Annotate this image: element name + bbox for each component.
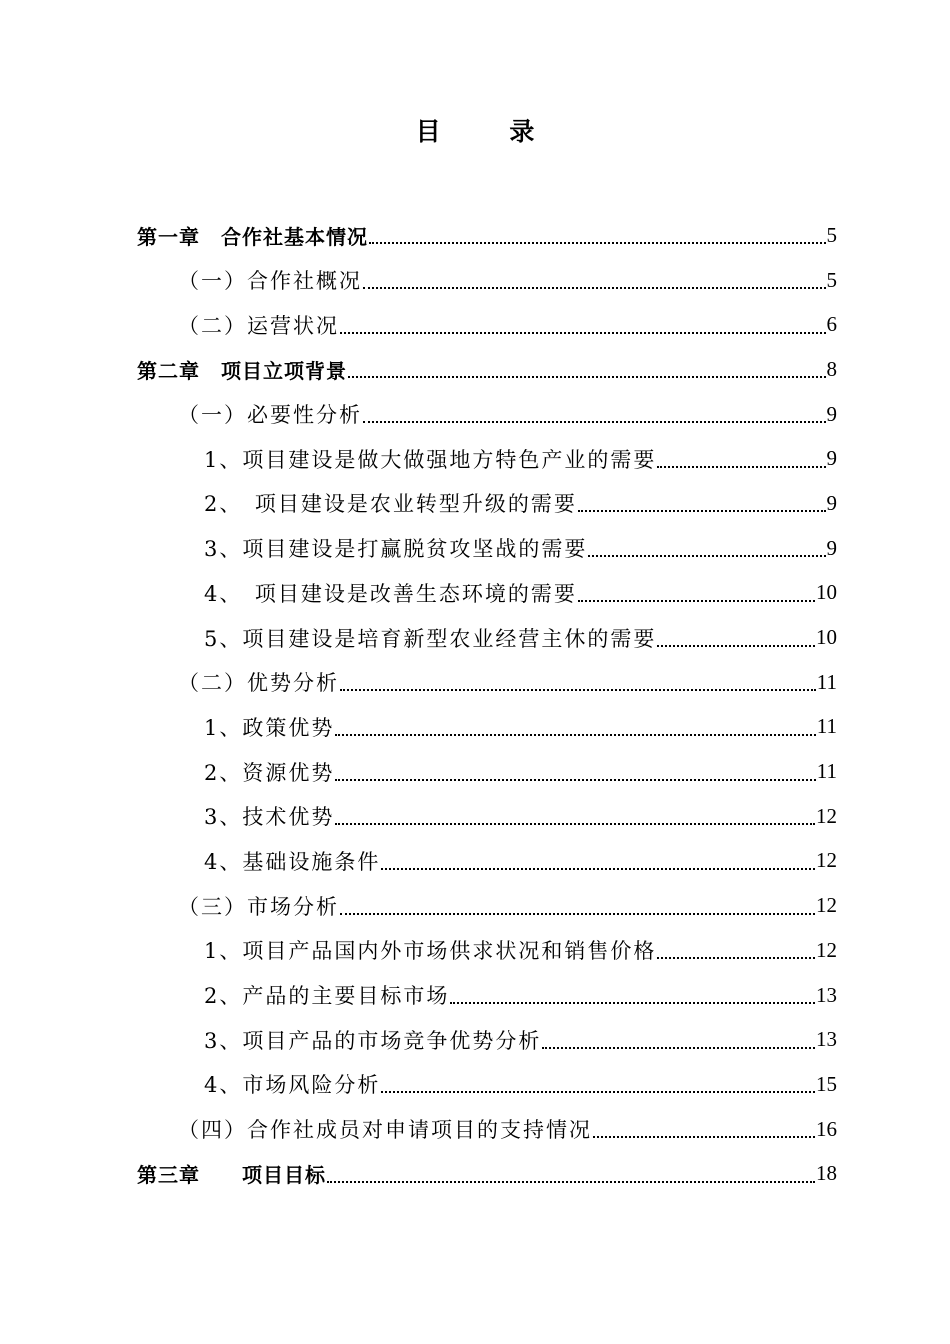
toc-page-number: 11 [816,669,837,694]
toc-entry[interactable] [0,660,950,705]
toc-entry-text: 第三章 项目目标 [137,1163,326,1188]
toc-entry[interactable] [0,302,950,347]
dot-leader [578,578,815,602]
dot-leader [381,846,815,870]
toc-entry-text: 2、资源优势 [204,760,335,785]
dot-leader [340,310,826,334]
toc-entry[interactable] [0,749,950,794]
toc-entry-text: （三）市场分析 [178,894,339,919]
dot-leader [363,265,826,289]
toc-entry[interactable] [0,481,950,526]
toc-page-number: 9 [826,401,837,426]
toc-entry[interactable] [0,1017,950,1062]
toc-entry[interactable] [0,213,950,258]
toc-entry-text: 5、项目建设是培育新型农业经营主休的需要 [204,626,657,651]
toc-page-number: 12 [816,848,837,873]
dot-leader [593,1114,815,1138]
toc-page-number: 11 [816,759,837,784]
toc-entry-text: 3、技术优势 [204,805,335,830]
toc-page-number: 13 [816,982,837,1007]
toc-title: 目 录 [415,117,565,146]
toc-entry-text: 4、市场风险分析 [204,1073,381,1098]
dot-leader [578,488,826,512]
dot-leader [335,801,815,825]
toc-page-number: 9 [826,535,837,560]
toc-entry[interactable] [0,883,950,928]
toc-entry-text: 1、项目产品国内外市场供求状况和销售价格 [204,939,657,964]
toc-entry-text: 2、产品的主要目标市场 [204,984,450,1009]
toc-entry[interactable] [0,436,950,481]
dot-leader [657,935,815,959]
dot-leader [381,1069,815,1093]
toc-entry[interactable] [0,705,950,750]
dot-leader [588,533,825,557]
toc-entry-text: 1、项目建设是做大做强地方特色产业的需要 [204,447,657,472]
toc-entry-text: （二）优势分析 [178,671,339,696]
toc-entry[interactable] [0,839,950,884]
toc-page-number: 12 [816,893,837,918]
table-of-contents [0,213,950,1196]
toc-page-number: 6 [826,312,837,337]
dot-leader [335,712,815,736]
toc-entry-text: （一）合作社概况 [178,269,362,294]
toc-page-number: 10 [816,625,837,650]
dot-leader [363,399,826,423]
toc-entry-text: 4、 项目建设是改善生态环境的需要 [204,581,577,606]
toc-entry-text: 4、基础设施条件 [204,849,381,874]
toc-page-number: 18 [816,1161,837,1186]
toc-entry[interactable] [0,258,950,303]
dot-leader [657,623,815,647]
toc-entry[interactable] [0,1062,950,1107]
toc-page-number: 12 [816,803,837,828]
toc-entry-text: 第一章 合作社基本情况 [137,224,368,249]
dot-leader [340,667,816,691]
toc-entry[interactable] [0,973,950,1018]
toc-page-number: 15 [816,1071,837,1096]
toc-page-number: 5 [826,222,837,247]
toc-page-number: 13 [816,1027,837,1052]
toc-entry-text: （四）合作社成员对申请项目的支持情况 [178,1118,592,1143]
toc-page-number: 9 [826,446,837,471]
toc-page-number: 16 [816,1116,837,1141]
dot-leader [542,1025,815,1049]
toc-entry-text: 2、 项目建设是农业转型升级的需要 [204,492,577,517]
toc-page-number: 10 [816,580,837,605]
toc-entry[interactable] [0,526,950,571]
toc-entry-text: （一）必要性分析 [178,403,362,428]
dot-leader [348,354,826,378]
toc-page-number: 9 [826,490,837,515]
toc-entry[interactable] [0,794,950,839]
dot-leader [450,980,815,1004]
toc-entry-text: 第二章 项目立项背景 [137,358,347,383]
toc-entry-text: 1、政策优势 [204,715,335,740]
toc-page-number: 12 [816,937,837,962]
toc-entry[interactable] [0,1151,950,1196]
dot-leader [327,1159,815,1183]
toc-page-number: 11 [816,714,837,739]
toc-page-number: 5 [826,267,837,292]
toc-entry-text: 3、项目产品的市场竞争优势分析 [204,1028,542,1053]
toc-entry[interactable] [0,928,950,973]
toc-entry-text: 3、项目建设是打赢脱贫攻坚战的需要 [204,537,588,562]
toc-entry[interactable] [0,571,950,616]
toc-page-number: 8 [826,356,837,381]
dot-leader [335,757,815,781]
dot-leader [340,891,815,915]
dot-leader [369,220,826,244]
toc-entry[interactable] [0,392,950,437]
dot-leader [657,444,825,468]
toc-entry[interactable] [0,615,950,660]
toc-entry[interactable] [0,1107,950,1152]
toc-entry-text: （二）运营状况 [178,313,339,338]
toc-entry[interactable] [0,347,950,392]
